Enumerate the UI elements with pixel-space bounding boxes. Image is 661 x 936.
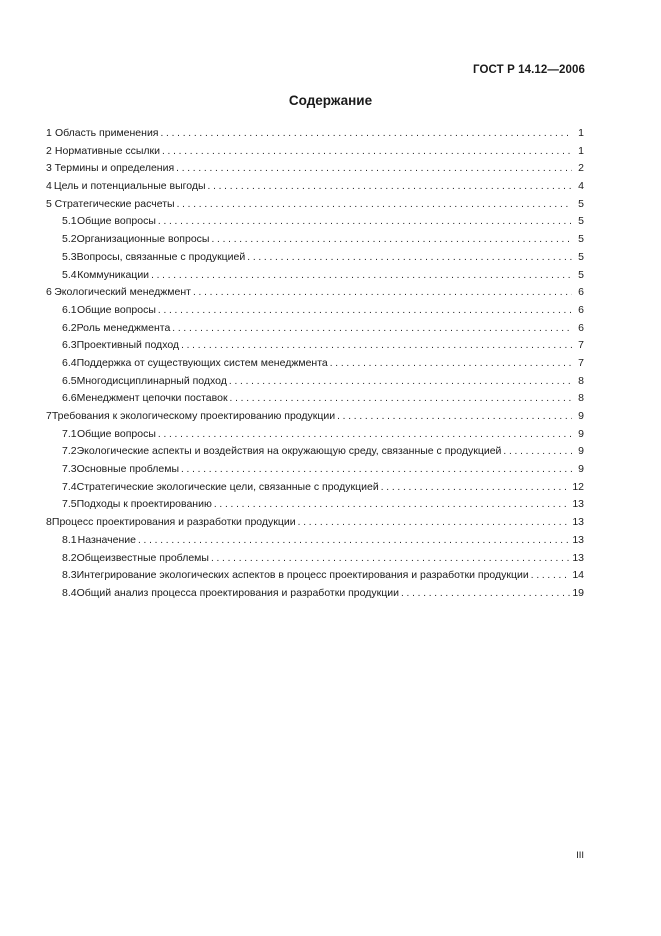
toc-entry-number: 8.3 xyxy=(62,569,77,582)
toc-entry-page: 7 xyxy=(578,356,584,369)
toc-entry-number: 6.6 xyxy=(62,392,77,405)
document-code: ГОСТ Р 14.12—2006 xyxy=(473,64,585,76)
dot-leader xyxy=(181,337,572,355)
toc-entry-page: 13 xyxy=(572,533,584,546)
toc-entry-number: 1 xyxy=(46,127,52,139)
dot-leader xyxy=(401,585,570,603)
toc-entry-number: 4 xyxy=(46,180,52,193)
toc-subentry[interactable] xyxy=(46,532,584,550)
toc-subentry[interactable] xyxy=(46,390,584,408)
page-number: III xyxy=(576,850,584,861)
toc-entry-page: 14 xyxy=(572,569,584,582)
dot-leader xyxy=(193,284,572,302)
toc-subentry[interactable] xyxy=(46,443,584,461)
dot-leader xyxy=(208,178,572,196)
dot-leader xyxy=(176,160,572,178)
dot-leader xyxy=(298,514,571,532)
toc-entry-title: Организационные вопросы xyxy=(76,233,210,246)
toc-entry-page: 5 xyxy=(578,215,584,228)
toc-entry[interactable] xyxy=(46,143,584,161)
toc-entry[interactable] xyxy=(46,284,584,302)
toc-entry-page: 1 xyxy=(578,144,584,157)
toc-entry-title: Поддержка от существующих систем менеджмента xyxy=(76,356,328,369)
toc-entry-title: Менеджмент цепочки поставок xyxy=(76,392,228,405)
toc-entry-page: 6 xyxy=(578,286,584,299)
toc-entry-number: 2 xyxy=(46,144,52,157)
toc-entry-title: Термины и определения xyxy=(54,162,175,175)
toc-subentry[interactable] xyxy=(46,302,584,320)
toc-entry-number: 7.4 xyxy=(62,480,77,493)
toc-entry-title: Область применения xyxy=(54,127,159,139)
toc-entry-number: 6.5 xyxy=(62,374,77,387)
toc-entry-title: Коммуникации xyxy=(77,268,150,281)
toc-entry-title: Стратегические расчеты xyxy=(54,197,175,210)
dot-leader xyxy=(162,143,572,161)
toc-entry-number: 6 xyxy=(46,286,52,299)
toc-entry-title: Интегрирование экологических аспектов в процесс проектирования и разработки продукции xyxy=(76,569,529,582)
toc-entry-title: Требования к экологическому проектированию продукции xyxy=(51,410,336,422)
toc-entry-title: Общие вопросы xyxy=(76,427,156,440)
dot-leader xyxy=(158,213,572,231)
toc-subentry[interactable] xyxy=(46,461,584,479)
toc-entry-page: 5 xyxy=(578,233,584,246)
toc-entry-title: Цель и потенциальные выгоды xyxy=(53,180,206,193)
dot-leader xyxy=(337,408,572,426)
toc-entry-page: 5 xyxy=(578,268,584,281)
toc-entry-page: 8 xyxy=(578,392,584,405)
dot-leader xyxy=(503,443,572,461)
toc-entry-page: 8 xyxy=(578,374,584,387)
toc-entry-page: 2 xyxy=(578,162,584,175)
toc-entry-page: 13 xyxy=(572,498,584,511)
toc-entry-number: 5.4 xyxy=(62,268,77,281)
toc-entry-number: 6.4 xyxy=(62,356,77,369)
toc-entry-number: 5.1 xyxy=(62,215,77,228)
toc-entry-page: 13 xyxy=(572,516,584,529)
toc-entry-title: Общие вопросы xyxy=(76,303,156,316)
toc-subentry[interactable] xyxy=(46,231,584,249)
toc-entry-number: 7.1 xyxy=(62,427,77,440)
dot-leader xyxy=(177,196,572,214)
toc-entry-title: Вопросы, связанные с продукцией xyxy=(76,250,246,263)
toc-entry-page: 5 xyxy=(578,250,584,263)
toc-entry-page: 19 xyxy=(572,586,584,599)
toc-entry-number: 5.3 xyxy=(62,250,77,263)
toc-entry-number: 5.2 xyxy=(62,233,77,246)
dot-leader xyxy=(172,320,572,338)
toc-entry[interactable] xyxy=(46,125,584,143)
toc-entry-title: Роль менеджмента xyxy=(76,321,171,334)
toc-entry-page: 6 xyxy=(578,303,584,316)
toc-entry-page: 4 xyxy=(578,180,584,193)
toc-entry-title: Проективный подход xyxy=(76,339,180,352)
toc-entry-number: 3 xyxy=(46,162,52,175)
dot-leader xyxy=(531,567,571,585)
toc-entry-title: Экологический менеджмент xyxy=(54,286,191,299)
dot-leader xyxy=(381,479,571,497)
toc-subentry[interactable] xyxy=(46,249,584,267)
toc-entry-number: 7.5 xyxy=(62,498,77,511)
toc-subentry[interactable] xyxy=(46,567,584,585)
toc-subentry[interactable] xyxy=(46,213,584,231)
toc-entry-title: Экологические аспекты и воздействия на окружающую среду, связанные с продукцией xyxy=(76,445,502,458)
toc-entry-number: 6.1 xyxy=(62,303,77,316)
toc-entry-page: 7 xyxy=(578,339,584,352)
toc-entry-title: Нормативные ссылки xyxy=(54,144,160,157)
toc-entry[interactable] xyxy=(46,408,584,426)
toc-subentry[interactable] xyxy=(46,320,584,338)
toc-subentry[interactable] xyxy=(46,585,584,603)
toc-entry-page: 5 xyxy=(578,197,584,210)
toc-entry-page: 6 xyxy=(578,321,584,334)
toc-subentry[interactable] xyxy=(46,426,584,444)
toc-entry-number: 5 xyxy=(46,197,52,210)
toc-entry-page: 1 xyxy=(578,127,584,139)
dot-leader xyxy=(138,532,570,550)
toc-entry-page: 9 xyxy=(578,427,584,440)
toc-entry-number: 6.3 xyxy=(62,339,77,352)
dot-leader xyxy=(158,426,572,444)
toc-entry-number: 7.3 xyxy=(62,463,77,476)
dot-leader xyxy=(158,302,572,320)
dot-leader xyxy=(161,125,573,143)
toc-entry-page: 9 xyxy=(578,410,584,422)
dot-leader xyxy=(214,496,570,514)
toc-subentry[interactable] xyxy=(46,496,584,514)
dot-leader xyxy=(247,249,572,267)
toc-entry-title: Многодисциплинарный подход xyxy=(76,374,227,387)
table-of-contents xyxy=(46,125,584,603)
toc-entry-number: 8.1 xyxy=(62,533,77,546)
toc-subentry[interactable] xyxy=(46,479,584,497)
dot-leader xyxy=(151,267,572,285)
toc-subentry[interactable] xyxy=(46,355,584,373)
toc-subentry[interactable] xyxy=(46,337,584,355)
toc-entry-title: Основные проблемы xyxy=(76,463,179,476)
toc-entry-number: 8.2 xyxy=(62,551,77,564)
page-title: Содержание xyxy=(288,93,373,108)
toc-subentry[interactable] xyxy=(46,373,584,391)
toc-entry-number: 7.2 xyxy=(62,445,77,458)
toc-entry-number: 7 xyxy=(46,410,52,422)
toc-entry[interactable] xyxy=(46,196,584,214)
toc-entry-title: Процесс проектирования и разработки продукции xyxy=(51,516,296,529)
toc-entry-title: Подходы к проектированию xyxy=(76,498,212,511)
toc-entry-page: 9 xyxy=(578,445,584,458)
toc-entry[interactable] xyxy=(46,160,584,178)
toc-entry-page: 9 xyxy=(578,463,584,476)
toc-entry-number: 8.4 xyxy=(62,586,77,599)
toc-entry-page: 12 xyxy=(572,480,584,493)
dot-leader xyxy=(211,550,570,568)
toc-entry-title: Назначение xyxy=(77,533,136,546)
dot-leader xyxy=(229,373,572,391)
dot-leader xyxy=(230,390,572,408)
toc-entry-title: Общие вопросы xyxy=(76,215,156,228)
toc-entry-number: 6.2 xyxy=(62,321,77,334)
dot-leader xyxy=(330,355,572,373)
toc-entry-page: 13 xyxy=(572,551,584,564)
toc-subentry[interactable] xyxy=(46,267,584,285)
toc-entry-title: Общеизвестные проблемы xyxy=(76,551,209,564)
dot-leader xyxy=(211,231,572,249)
dot-leader xyxy=(181,461,572,479)
toc-entry[interactable] xyxy=(46,178,584,196)
toc-entry-number: 8 xyxy=(46,516,52,529)
toc-entry[interactable] xyxy=(46,514,584,532)
toc-entry-title: Общий анализ процесса проектирования и разработки продукции xyxy=(76,586,399,599)
toc-subentry[interactable] xyxy=(46,550,584,568)
toc-entry-title: Стратегические экологические цели, связанные с продукцией xyxy=(76,480,379,493)
